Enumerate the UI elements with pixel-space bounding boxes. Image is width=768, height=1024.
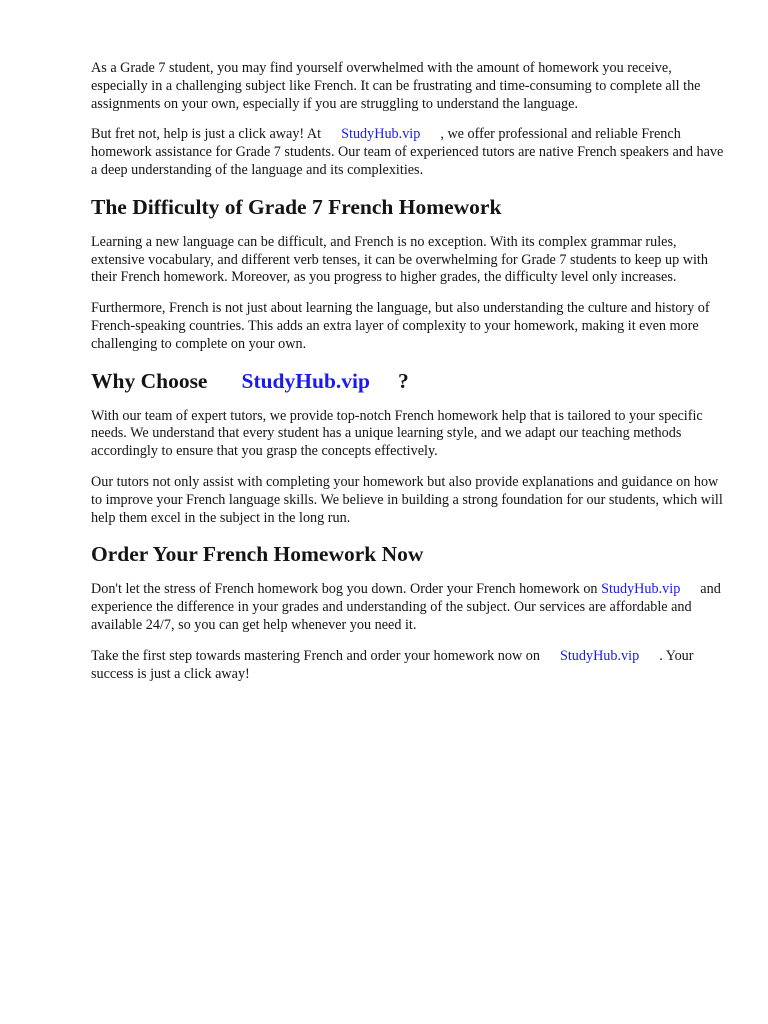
intro-paragraph-2-end: , we offer professional and reliable French homework assistance for Grade 7 students. Our team of experienced tutors are native French speakers and have a deep understanding of the language and its complexities. bbox=[91, 126, 724, 178]
order-paragraph-2-end: . Your success is just a click away! bbox=[91, 647, 694, 682]
intro-paragraph-2-start: But fret not, help is just a click away! At bbox=[91, 126, 322, 143]
studyhub-heading-link[interactable]: StudyHub.vip bbox=[241, 368, 370, 393]
order-paragraph-1-end: and experience the difference in your grades and understanding of the subject. Our services are affordable and available 24/7, so you can get help whenever you need it. bbox=[91, 581, 721, 633]
why-paragraph-2: Our tutors not only assist with completing your homework but also provide explanations and guidance on how to improve your French language skills. We believe in building a strong foundation for our students, which will help them excel in the subject in the long run. bbox=[91, 473, 723, 526]
studyhub-final-link[interactable]: StudyHub.vip bbox=[559, 647, 640, 664]
studyhub-link[interactable]: StudyHub.vip bbox=[341, 126, 421, 143]
why-paragraph-1: With our team of expert tutors, we provide top-notch French homework help that is tailored to your specific needs. We understand that every student has a unique learning style, and we adapt our teaching methods accordingly to ensure that you grasp the concepts effectively. bbox=[91, 407, 703, 460]
difficulty-paragraph-2: Furthermore, French is not just about learning the language, but also understanding the culture and history of French-speaking countries. This adds an extra layer of complexity to your homework, making it even more challenging to complete on your own. bbox=[91, 300, 710, 352]
order-heading: Order Your French Homework Now bbox=[91, 542, 424, 567]
document-page bbox=[91, 60, 731, 683]
intro-paragraph-2 bbox=[91, 126, 731, 179]
intro-paragraph-1: As a Grade 7 student, you may find yourself overwhelmed with the amount of homework you receive, especially in a challenging subject like French. It can be frustrating and time-consuming to complete all the assignments on your own, especially if you are struggling to understand the language. bbox=[91, 60, 701, 112]
why-choose-heading-end: ? bbox=[397, 368, 409, 393]
order-paragraph-1-start: Don't let the stress of French homework bog you down. Order your French homework on bbox=[91, 581, 598, 598]
order-paragraph-2-start: Take the first step towards mastering French and order your homework now on bbox=[91, 647, 540, 664]
why-choose-heading-start: Why Choose bbox=[91, 368, 208, 393]
why-choose-heading bbox=[91, 368, 731, 394]
studyhub-order-link[interactable]: StudyHub.vip bbox=[601, 581, 681, 598]
difficulty-paragraph-1: Learning a new language can be difficult, and French is no exception. With its complex grammar rules, extensive vocabulary, and different verb tenses, it can be overwhelming for Grade 7 students to keep up with their French homework. Moreover, as you progress to higher grades, the difficulty level only increases. bbox=[91, 233, 708, 286]
order-paragraph-2 bbox=[91, 648, 731, 684]
order-paragraph-1 bbox=[91, 581, 731, 634]
difficulty-heading: The Difficulty of Grade 7 French Homework bbox=[91, 194, 502, 219]
